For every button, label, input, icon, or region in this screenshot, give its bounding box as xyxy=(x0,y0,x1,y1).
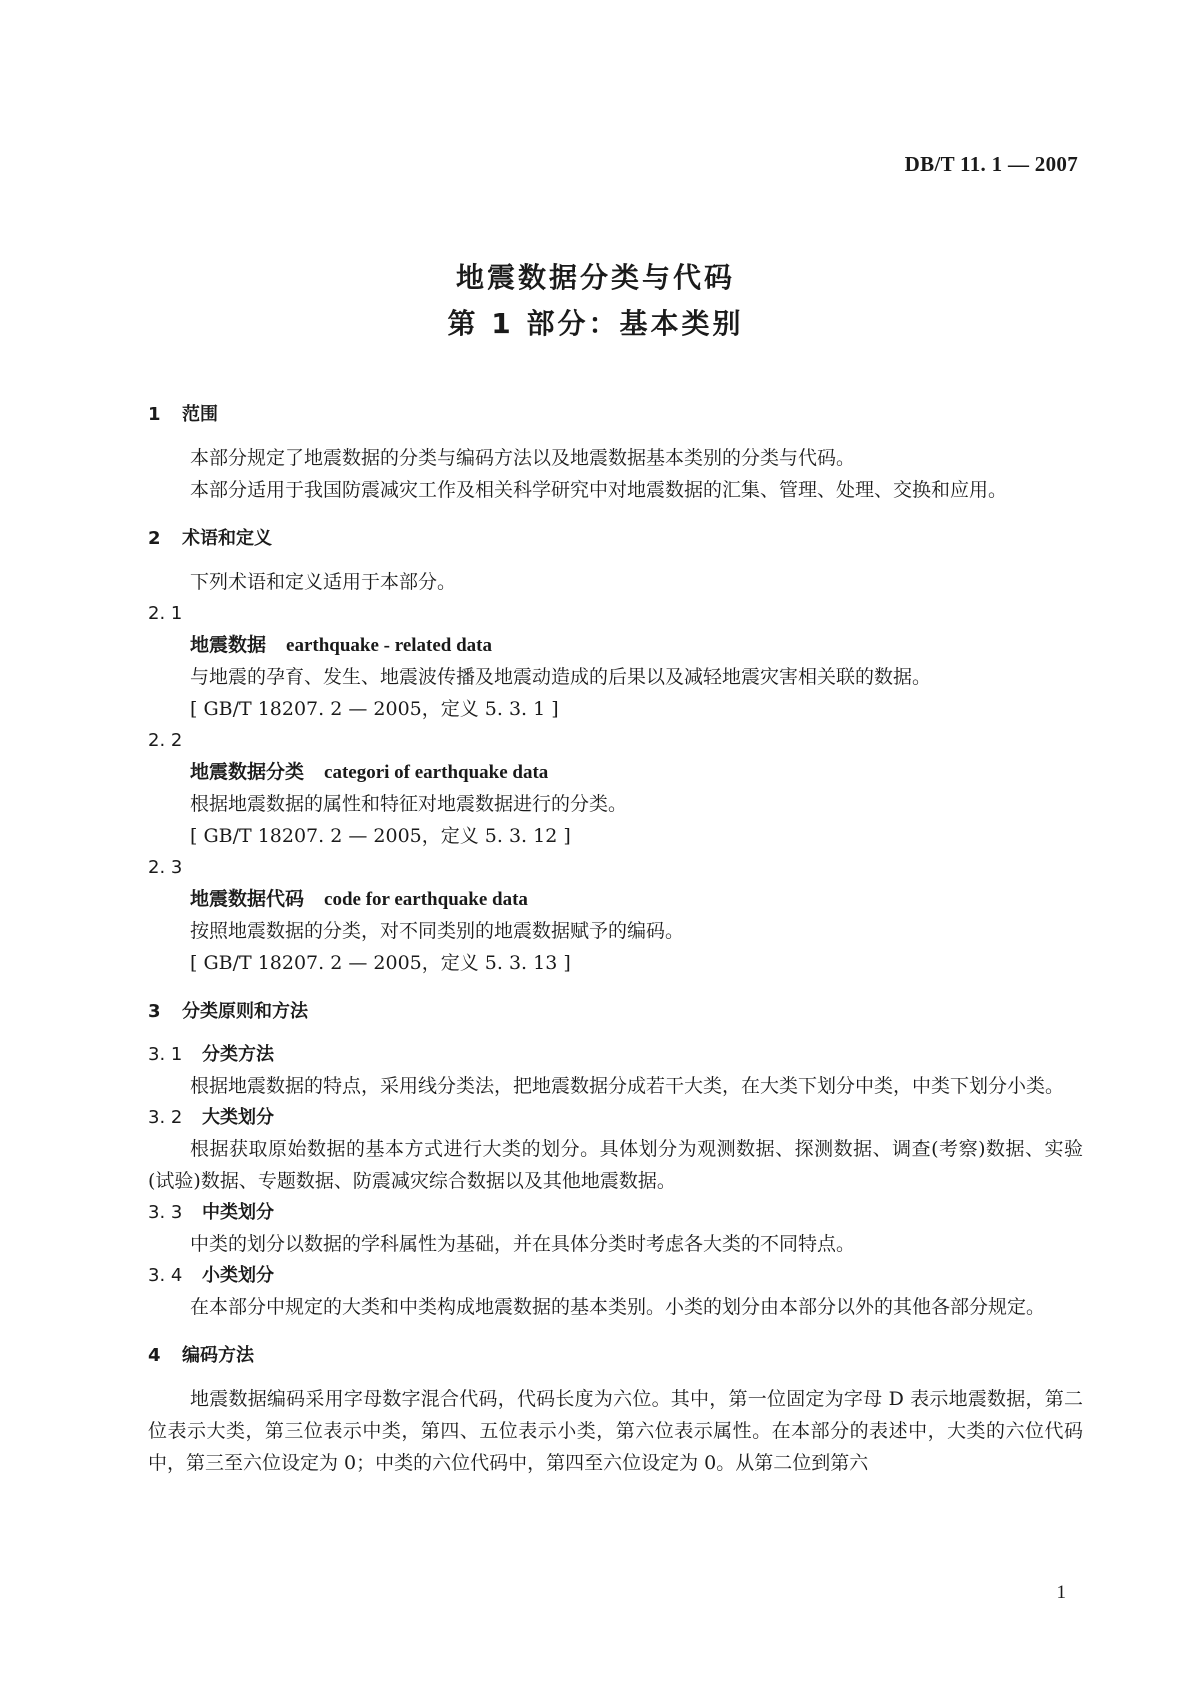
document-subtitle: 第 1 部分：基本类别 xyxy=(447,307,744,340)
standard-code: DB/T 11. 1 — 2007 xyxy=(904,152,1078,176)
term-entry xyxy=(148,629,1083,661)
clause-heading: 3. 4 小类划分 xyxy=(148,1265,274,1286)
paragraph: 下列术语和定义适用于本部分。 xyxy=(190,571,457,593)
term-entry xyxy=(148,756,1083,788)
term-reference: [ GB/T 18207. 2 — 2005，定义 5. 3. 12 ] xyxy=(190,825,571,847)
section-heading-1 xyxy=(148,398,1083,432)
term-chinese: 地震数据代码 xyxy=(190,888,305,910)
document-body xyxy=(148,398,1083,1479)
page-number: 1 xyxy=(1056,1582,1066,1603)
paragraph: 在本部分中规定的大类和中类构成地震数据的基本类别。小类的划分由本部分以外的其他各部分规定。 xyxy=(190,1296,1046,1318)
clause-heading: 3. 1 分类方法 xyxy=(148,1044,274,1065)
section-number: 2 xyxy=(148,528,161,549)
document-title: 地震数据分类与代码 xyxy=(455,261,735,294)
paragraph: 本部分适用于我国防震减灾工作及相关科学研究中对地震数据的汇集、管理、处理、交换和应用。 xyxy=(190,479,1008,501)
term-entry xyxy=(148,883,1083,915)
term-english: code for earthquake data xyxy=(324,889,528,910)
term-english: categori of earthquake data xyxy=(324,762,549,783)
section-title: 分类原则和方法 xyxy=(182,1001,308,1022)
term-definition: 与地震的孕育、发生、地震波传播及地震动造成的后果以及减轻地震灾害相关联的数据。 xyxy=(190,666,932,688)
paragraph: 中类的划分以数据的学科属性为基础，并在具体分类时考虑各大类的不同特点。 xyxy=(190,1233,856,1255)
term-chinese: 地震数据分类 xyxy=(190,761,305,783)
clause-heading: 3. 3 中类划分 xyxy=(148,1202,274,1223)
paragraph: 根据获取原始数据的基本方式进行大类的划分。具体划分为观测数据、探测数据、调查(考察)数据、实验(试验)数据、专题数据、防震减灾综合数据以及其他地震数据。 xyxy=(148,1138,1083,1192)
term-english: earthquake - related data xyxy=(286,635,493,656)
section-title: 范围 xyxy=(182,404,218,425)
section-number: 1 xyxy=(148,404,161,425)
paragraph: 本部分规定了地震数据的分类与编码方法以及地震数据基本类别的分类与代码。 xyxy=(190,447,856,469)
term-chinese: 地震数据 xyxy=(190,634,267,656)
term-reference: [ GB/T 18207. 2 — 2005，定义 5. 3. 13 ] xyxy=(190,952,571,974)
section-number: 4 xyxy=(148,1345,161,1366)
section-number: 3 xyxy=(148,1001,161,1022)
term-number: 2. 1 xyxy=(148,603,183,624)
section-heading-3 xyxy=(148,995,1083,1029)
term-number: 2. 3 xyxy=(148,857,183,878)
paragraph: 根据地震数据的特点，采用线分类法，把地震数据分成若干大类，在大类下划分中类，中类下划分小类。 xyxy=(190,1075,1065,1097)
section-title: 术语和定义 xyxy=(182,528,272,549)
term-number: 2. 2 xyxy=(148,730,183,751)
paragraph: 地震数据编码采用字母数字混合代码，代码长度为六位。其中，第一位固定为字母 D 表示地震数据，第二位表示大类，第三位表示中类，第四、五位表示小类，第六位表示属性。在本部分的表述中，大类的六位代码中，第三至六位设定为 0；中类的六位代码中，第四至六位设定为 0。从第二位到第六 xyxy=(148,1388,1083,1474)
section-heading-2 xyxy=(148,522,1083,556)
term-reference: [ GB/T 18207. 2 — 2005，定义 5. 3. 1 ] xyxy=(190,698,559,720)
clause-heading: 3. 2 大类划分 xyxy=(148,1107,274,1128)
term-definition: 根据地震数据的属性和特征对地震数据进行的分类。 xyxy=(190,793,628,815)
section-title: 编码方法 xyxy=(182,1345,254,1366)
term-definition: 按照地震数据的分类，对不同类别的地震数据赋予的编码。 xyxy=(190,920,685,942)
section-heading-4 xyxy=(148,1339,1083,1373)
